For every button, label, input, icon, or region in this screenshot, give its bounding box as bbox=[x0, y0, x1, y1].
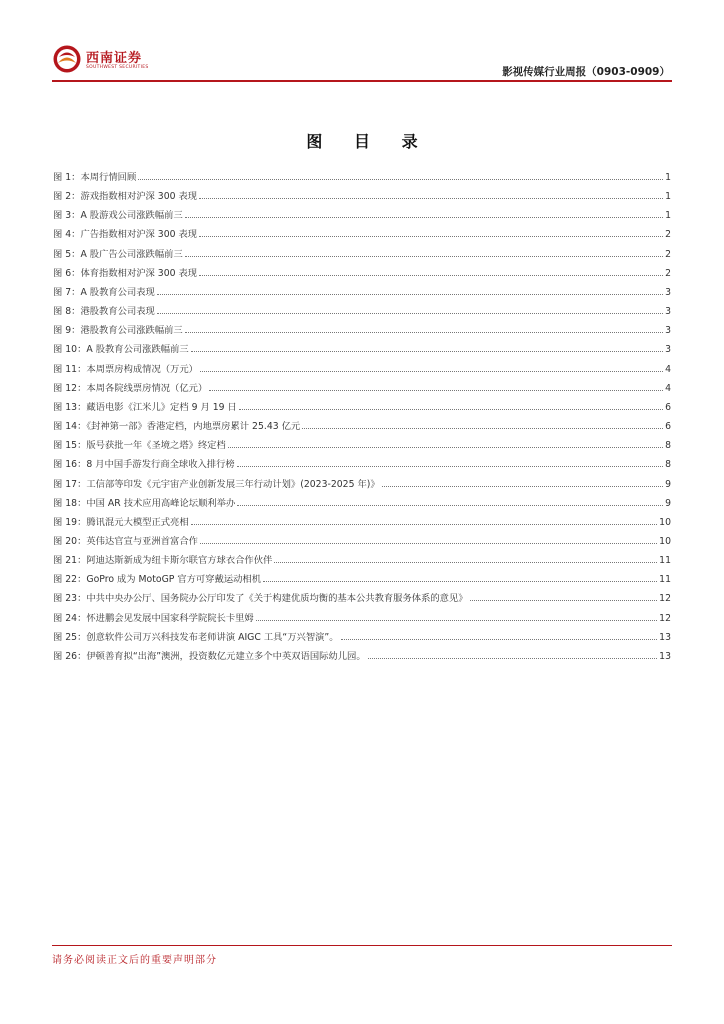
logo-mark-icon bbox=[52, 44, 82, 74]
toc-dot-leader bbox=[256, 613, 657, 621]
figure-toc-list bbox=[53, 169, 671, 667]
toc-page-number: 2 bbox=[665, 267, 671, 279]
company-logo bbox=[52, 44, 162, 76]
toc-entry[interactable] bbox=[53, 476, 671, 495]
toc-entry-label: 图 2：游戏指数相对沪深 300 表现 bbox=[53, 191, 198, 203]
toc-entry-label: 图 25：创意软件公司万兴科技发布老师讲演 AIGC 工具“万兴智演”。 bbox=[53, 631, 339, 643]
toc-dot-leader bbox=[185, 210, 663, 218]
toc-page-number: 10 bbox=[659, 535, 671, 547]
toc-page-number: 9 bbox=[665, 497, 671, 509]
toc-entry[interactable] bbox=[53, 418, 671, 437]
toc-entry-label: 图 6：体育指数相对沪深 300 表现 bbox=[53, 267, 198, 279]
toc-page-number: 12 bbox=[659, 593, 671, 605]
toc-page-number: 11 bbox=[659, 555, 671, 567]
toc-entry[interactable] bbox=[53, 571, 671, 590]
toc-dot-leader bbox=[274, 555, 657, 563]
toc-page-number: 8 bbox=[665, 459, 671, 471]
toc-page-number: 2 bbox=[665, 229, 671, 241]
toc-page-number: 3 bbox=[665, 325, 671, 337]
toc-page-number: 1 bbox=[665, 210, 671, 222]
toc-page-number: 1 bbox=[665, 191, 671, 203]
toc-page-number: 12 bbox=[659, 612, 671, 624]
report-title: 影视传媒行业周报（0903-0909） bbox=[502, 66, 670, 78]
toc-dot-leader bbox=[191, 517, 658, 525]
toc-entry[interactable] bbox=[53, 169, 671, 188]
toc-entry-label: 图 19：腾讯混元大模型正式亮相 bbox=[53, 516, 189, 528]
toc-dot-leader bbox=[263, 574, 657, 582]
toc-entry-label: 图 14：《封神第一部》香港定档，内地票房累计 25.43 亿元 bbox=[53, 421, 301, 433]
toc-page-number: 4 bbox=[665, 363, 671, 375]
toc-entry-label: 图 5：A 股广告公司涨跌幅前三 bbox=[53, 248, 183, 260]
toc-entry[interactable] bbox=[53, 495, 671, 514]
toc-dot-leader bbox=[200, 536, 657, 544]
toc-page-number: 2 bbox=[665, 248, 671, 260]
toc-dot-leader bbox=[341, 632, 658, 640]
toc-page-number: 13 bbox=[659, 650, 671, 662]
toc-page-number: 6 bbox=[665, 421, 671, 433]
toc-entry[interactable] bbox=[53, 226, 671, 245]
toc-entry-label: 图 9：港股教育公司涨跌幅前三 bbox=[53, 325, 183, 337]
toc-entry[interactable] bbox=[53, 207, 671, 226]
toc-entry-label: 图 1：本周行情回顾 bbox=[53, 172, 137, 183]
toc-entry-label: 图 13：藏语电影《江米儿》定档 9 月 19 日 bbox=[53, 401, 237, 413]
toc-page-number: 1 bbox=[665, 172, 671, 183]
toc-dot-leader bbox=[199, 268, 663, 276]
toc-page-number: 3 bbox=[665, 344, 671, 356]
toc-entry[interactable] bbox=[53, 322, 671, 341]
toc-page-number: 13 bbox=[659, 631, 671, 643]
toc-entry-label: 图 7：A 股教育公司表现 bbox=[53, 286, 155, 298]
toc-entry[interactable] bbox=[53, 380, 671, 399]
toc-dot-leader bbox=[368, 651, 658, 659]
toc-entry-label: 图 21：阿迪达斯新成为纽卡斯尔联官方球衣合作伙伴 bbox=[53, 555, 273, 567]
toc-dot-leader bbox=[470, 593, 658, 601]
toc-entry[interactable] bbox=[53, 399, 671, 418]
toc-entry[interactable] bbox=[53, 610, 671, 629]
toc-entry-label: 图 3：A 股游戏公司涨跌幅前三 bbox=[53, 210, 183, 222]
footer-disclaimer: 请务必阅读正文后的重要声明部分 bbox=[52, 955, 217, 966]
toc-entry-label: 图 12：本周各院线票房情况（亿元） bbox=[53, 382, 208, 394]
toc-entry[interactable] bbox=[53, 341, 671, 360]
toc-entry[interactable] bbox=[53, 303, 671, 322]
toc-dot-leader bbox=[138, 172, 663, 180]
toc-dot-leader bbox=[237, 459, 663, 467]
toc-page-number: 10 bbox=[659, 516, 671, 528]
toc-entry-label: 图 10：A 股教育公司涨跌幅前三 bbox=[53, 344, 189, 356]
toc-dot-leader bbox=[237, 498, 663, 506]
toc-entry-label: 图 22：GoPro 成为 MotoGP 官方可穿戴运动相机 bbox=[53, 574, 262, 586]
toc-entry-label: 图 8：港股教育公司表现 bbox=[53, 306, 155, 318]
toc-dot-leader bbox=[157, 306, 663, 314]
toc-dot-leader bbox=[382, 479, 663, 487]
logo-chinese-name: 西南证券 bbox=[86, 51, 143, 66]
toc-entry-label: 图 15：版号获批一年《圣境之塔》终定档 bbox=[53, 440, 226, 452]
toc-dot-leader bbox=[302, 421, 663, 429]
toc-page-number: 6 bbox=[665, 401, 671, 413]
toc-entry[interactable] bbox=[53, 533, 671, 552]
toc-dot-leader bbox=[199, 229, 663, 237]
toc-page-number: 9 bbox=[665, 478, 671, 490]
toc-entry[interactable] bbox=[53, 284, 671, 303]
header-divider bbox=[52, 80, 672, 82]
toc-entry-label: 图 20：英伟达官宣与亚洲首富合作 bbox=[53, 535, 198, 547]
toc-dot-leader bbox=[228, 440, 663, 448]
toc-dot-leader bbox=[191, 344, 663, 352]
toc-entry[interactable] bbox=[53, 590, 671, 609]
toc-page-number: 3 bbox=[665, 306, 671, 318]
toc-entry[interactable] bbox=[53, 552, 671, 571]
toc-entry-label: 图 16：8 月中国手游发行商全球收入排行榜 bbox=[53, 459, 235, 471]
toc-page-number: 11 bbox=[659, 574, 671, 586]
toc-entry-label: 图 23：中共中央办公厅、国务院办公厅印发了《关于构建优质均衡的基本公共教育服务体系的意见》 bbox=[53, 593, 468, 605]
toc-entry[interactable] bbox=[53, 246, 671, 265]
toc-entry[interactable] bbox=[53, 437, 671, 456]
toc-entry[interactable] bbox=[53, 648, 671, 667]
toc-dot-leader bbox=[157, 287, 663, 295]
toc-entry-label: 图 24：怀进鹏会见发展中国家科学院院长卡里姆 bbox=[53, 612, 254, 624]
toc-entry-label: 图 11：本周票房构成情况（万元） bbox=[53, 363, 198, 375]
toc-entry[interactable] bbox=[53, 514, 671, 533]
toc-dot-leader bbox=[185, 249, 663, 257]
toc-dot-leader bbox=[209, 383, 663, 391]
toc-dot-leader bbox=[239, 402, 663, 410]
toc-page-number: 8 bbox=[665, 440, 671, 452]
toc-entry[interactable] bbox=[53, 265, 671, 284]
toc-entry[interactable] bbox=[53, 456, 671, 475]
toc-page-number: 3 bbox=[665, 286, 671, 298]
toc-entry-label: 图 18：中国 AR 技术应用高峰论坛顺利举办 bbox=[53, 497, 236, 509]
toc-dot-leader bbox=[185, 325, 663, 333]
toc-entry-label: 图 26：伊顿善育拟“出海”澳洲，投资数亿元建立多个中英双语国际幼儿园。 bbox=[53, 650, 366, 662]
logo-english-name: SOUTHWEST SECURITIES bbox=[86, 65, 149, 70]
toc-dot-leader bbox=[200, 364, 663, 372]
toc-entry-label: 图 17：工信部等印发《元宇宙产业创新发展三年行动计划》(2023-2025 年)》 bbox=[53, 478, 380, 490]
toc-page-number: 4 bbox=[665, 382, 671, 394]
toc-entry[interactable] bbox=[53, 629, 671, 648]
toc-entry[interactable] bbox=[53, 361, 671, 380]
toc-dot-leader bbox=[199, 191, 663, 199]
footer-divider bbox=[52, 945, 672, 946]
page-title: 图 目 录 bbox=[306, 132, 431, 151]
toc-entry[interactable] bbox=[53, 188, 671, 207]
toc-entry-label: 图 4：广告指数相对沪深 300 表现 bbox=[53, 229, 198, 241]
